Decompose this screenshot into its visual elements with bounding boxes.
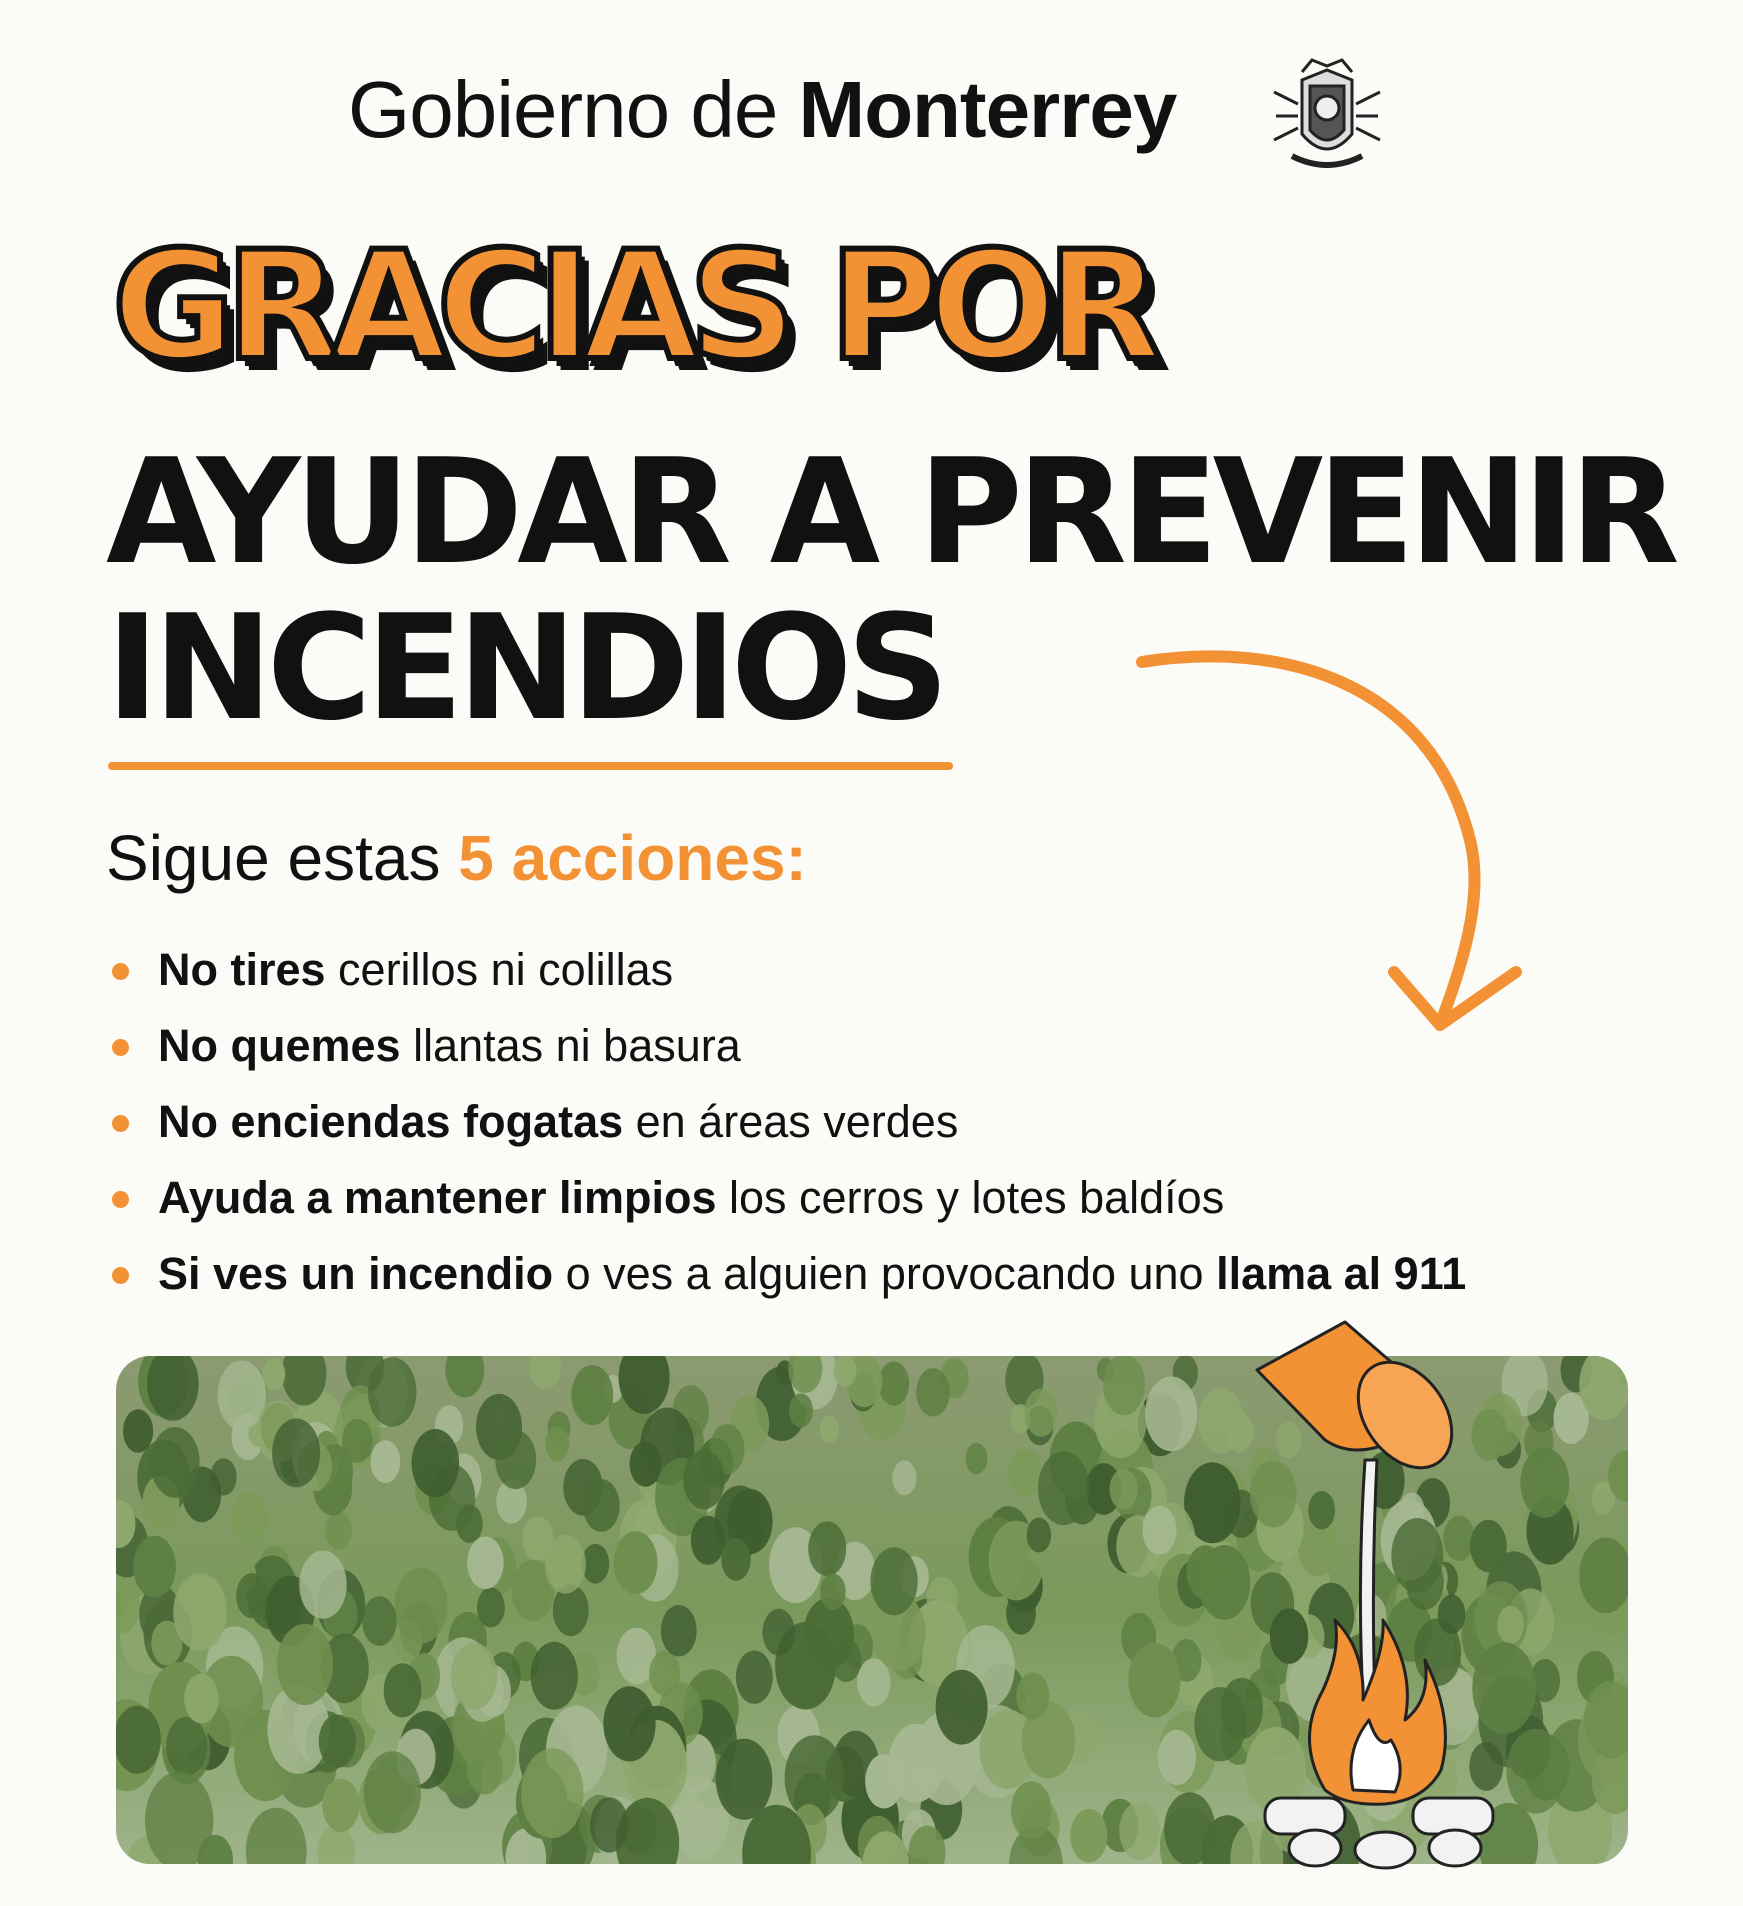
action-bold: No quemes bbox=[158, 1020, 401, 1071]
action-text: cerillos ni colillas bbox=[325, 944, 674, 995]
government-header bbox=[348, 65, 1177, 154]
tree-canopy bbox=[1145, 1376, 1197, 1451]
tree-canopy bbox=[1520, 1448, 1569, 1518]
actions-intro bbox=[106, 822, 807, 894]
bullet-icon bbox=[112, 1039, 129, 1056]
headline-thanks: GRACIAS POR bbox=[112, 220, 1152, 394]
header-prefix: Gobierno de bbox=[348, 65, 778, 154]
action-bold: Si ves un incendio bbox=[158, 1248, 554, 1299]
tree-canopy bbox=[834, 1356, 857, 1387]
tree-canopy bbox=[277, 1624, 333, 1705]
tree-canopy bbox=[545, 1535, 586, 1594]
tree-canopy bbox=[236, 1573, 267, 1618]
tree-canopy bbox=[1119, 1802, 1159, 1860]
headline-fires: INCENDIOS bbox=[106, 584, 944, 753]
tree-canopy bbox=[1143, 1506, 1177, 1555]
tree-canopy bbox=[133, 1536, 176, 1598]
tree-canopy bbox=[412, 1429, 460, 1497]
tree-canopy bbox=[395, 1568, 448, 1644]
bullet-icon bbox=[112, 1191, 129, 1208]
tree-canopy bbox=[1110, 1469, 1138, 1510]
title-underline bbox=[108, 762, 953, 770]
tree-canopy bbox=[1103, 1356, 1145, 1415]
tree-canopy bbox=[1198, 1388, 1244, 1454]
tree-canopy bbox=[927, 1577, 958, 1622]
action-bold: No tires bbox=[158, 944, 326, 995]
bullet-icon bbox=[112, 963, 129, 980]
tree-canopy bbox=[683, 1450, 725, 1510]
tree-canopy bbox=[571, 1365, 613, 1425]
tree-canopy bbox=[1158, 1730, 1196, 1785]
action-bold: No enciendas fogatas bbox=[158, 1096, 624, 1147]
tree-canopy bbox=[716, 1739, 773, 1820]
tree-canopy bbox=[521, 1748, 583, 1838]
tree-canopy bbox=[661, 1605, 697, 1656]
list-item bbox=[110, 1008, 1466, 1084]
tree-canopy bbox=[362, 1596, 397, 1646]
tree-canopy bbox=[820, 1573, 846, 1610]
tree-canopy bbox=[936, 1670, 988, 1745]
tree-canopy bbox=[649, 1651, 680, 1696]
intro-text: Sigue estas bbox=[106, 822, 459, 894]
tree-canopy bbox=[763, 1609, 796, 1656]
tree-canopy bbox=[384, 1663, 422, 1717]
tree-canopy bbox=[1070, 1809, 1107, 1863]
tree-canopy bbox=[166, 1717, 207, 1776]
tree-canopy bbox=[211, 1458, 237, 1495]
tree-canopy bbox=[1129, 1643, 1181, 1718]
tree-canopy bbox=[364, 1751, 421, 1833]
list-item bbox=[110, 1160, 1466, 1236]
action-text: o ves a alguien provocando uno bbox=[553, 1248, 1217, 1299]
tree-canopy bbox=[231, 1492, 268, 1546]
tree-canopy bbox=[368, 1357, 416, 1427]
tree-canopy bbox=[495, 1430, 536, 1489]
tree-canopy bbox=[721, 1538, 751, 1581]
tree-canopy bbox=[1027, 1518, 1051, 1553]
tree-canopy bbox=[808, 1521, 846, 1576]
tree-canopy bbox=[322, 1779, 359, 1832]
action-text: llantas ni basura bbox=[400, 1020, 741, 1071]
tree-canopy bbox=[878, 1362, 909, 1406]
tree-canopy bbox=[319, 1715, 356, 1768]
tree-canopy bbox=[1008, 1449, 1042, 1498]
bucket-campfire-icon bbox=[1245, 1320, 1525, 1880]
bullet-icon bbox=[112, 1267, 129, 1284]
tree-canopy bbox=[889, 1724, 944, 1803]
tree-canopy bbox=[1016, 1673, 1049, 1720]
tree-canopy bbox=[691, 1516, 725, 1565]
actions-list bbox=[110, 932, 1466, 1312]
tree-canopy bbox=[820, 1416, 839, 1444]
tree-canopy bbox=[325, 1511, 352, 1549]
tree-canopy bbox=[966, 1443, 988, 1474]
coat-of-arms-icon bbox=[1262, 52, 1392, 182]
list-item bbox=[110, 1084, 1466, 1160]
action-bold: Ayuda a mantener limpios bbox=[158, 1172, 717, 1223]
list-item bbox=[110, 1236, 1466, 1312]
tree-canopy bbox=[184, 1674, 219, 1724]
header-city-name: Monterrey bbox=[798, 65, 1177, 154]
tree-canopy bbox=[467, 1537, 504, 1590]
intro-accent: 5 acciones: bbox=[458, 822, 807, 894]
tree-canopy bbox=[263, 1358, 286, 1391]
tree-canopy bbox=[545, 1427, 569, 1462]
tree-canopy bbox=[871, 1547, 918, 1615]
bullet-icon bbox=[112, 1115, 129, 1132]
headline-help-prevent: AYUDAR A PREVENIR bbox=[106, 428, 1674, 597]
list-item bbox=[110, 932, 1466, 1008]
tree-canopy bbox=[531, 1642, 578, 1710]
tree-canopy bbox=[736, 1651, 773, 1704]
action-text: los cerros y lotes baldíos bbox=[716, 1172, 1225, 1223]
tree-canopy bbox=[123, 1409, 153, 1453]
tree-canopy bbox=[1024, 1389, 1057, 1437]
tree-canopy bbox=[451, 1643, 497, 1710]
tree-canopy bbox=[583, 1479, 620, 1532]
tree-canopy bbox=[1011, 1781, 1052, 1839]
tree-canopy bbox=[173, 1573, 227, 1650]
tree-canopy bbox=[590, 1797, 628, 1852]
action-text: en áreas verdes bbox=[623, 1096, 959, 1147]
tree-canopy bbox=[603, 1686, 655, 1761]
tree-canopy bbox=[299, 1551, 346, 1619]
tree-canopy bbox=[371, 1440, 401, 1483]
tree-canopy bbox=[272, 1419, 320, 1488]
tree-canopy bbox=[150, 1427, 199, 1498]
tree-canopy bbox=[1038, 1451, 1089, 1525]
tree-canopy bbox=[477, 1588, 505, 1628]
tree-canopy bbox=[467, 1743, 503, 1795]
tree-canopy bbox=[1187, 1545, 1225, 1599]
tree-canopy bbox=[614, 1531, 658, 1594]
tree-canopy bbox=[789, 1393, 813, 1427]
tree-canopy bbox=[1194, 1687, 1246, 1761]
tree-canopy bbox=[916, 1368, 950, 1416]
action-bold-call: llama al 911 bbox=[1216, 1248, 1467, 1299]
tree-canopy bbox=[892, 1460, 916, 1495]
